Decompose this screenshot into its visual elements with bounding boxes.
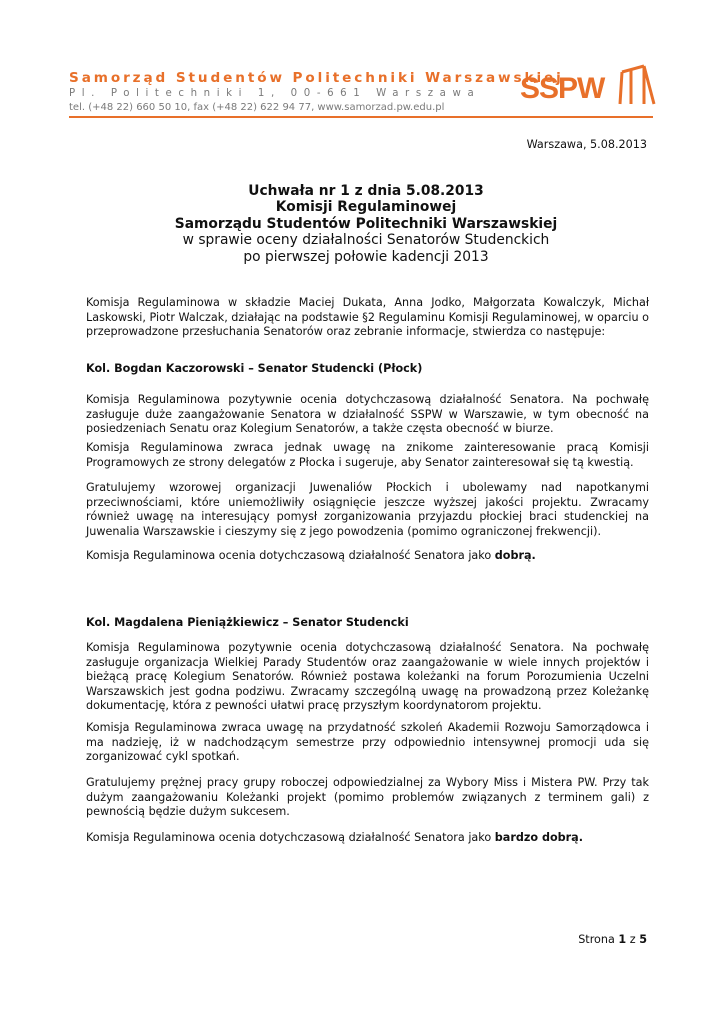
page-current: 1 [618, 933, 627, 946]
section-2-paragraph-2: Komisja Regulaminowa zwraca uwagę na przydatność szkoleń Akademii Rozwoju Samorządowca i ma nadzieję, iż w nadchodzącym semestrze przy odpowiednio intensywnej promocji uda się zorganizować cykl spotkań. [86, 721, 649, 764]
section-2-paragraph-1: Komisja Regulaminowa pozytywnie ocenia dotychczasową działalność Senatora. Na pochwałę zasługuje organizacja Wielkiej Parady Studentów oraz zaangażowanie w wiele innych projektów i bieżącą pracę Kolegium Senatorów. Również postawa koleżanki na forum Porozumienia Uczelni Warszawskich jest godna podziwu. Zwracamy szczególną uwagę na prowadzoną przez Koleżankę dokumentację, która z pewności ułatwi pracę przyszłym koordynatorom projektu. [86, 641, 649, 713]
organization-name: Samorząd Studentów Politechniki Warszawskiej [69, 70, 564, 86]
resolution-title [86, 183, 646, 265]
section-2-paragraph-3: Gratulujemy prężnej pracy grupy roboczej odpowiedzialnej za Wybory Miss i Mistera PW. Przy tak dużym zaangażowaniu Koleżanki projekt (pomimo problemów związanych z terminem gali) z pewnością będzie dużym sukcesem. [86, 776, 649, 819]
page-label: Strona [578, 933, 615, 946]
section-1-paragraph-1: Komisja Regulaminowa pozytywnie ocenia dotychczasową działalność Senatora. Na pochwałę zasługuje duże zaangażowanie Senatora w działalność SSPW w Warszawie, w tym obecność na posiedzeniach Senatu oraz Kolegium Senatorów, a także częsta obecność w biurze. [86, 393, 649, 436]
intro-paragraph: Komisja Regulaminowa w składzie Maciej Dukata, Anna Jodko, Małgorzata Kowalczyk, Michał Laskowski, Piotr Walczak, działając na podstawie §2 Regulaminu Komisji Regulaminowej, w oparciu o przeprowadzone przesłuchania Senatorów oraz zebranie informacje, stwierdza co następuje: [86, 296, 649, 339]
title-line-5: po pierwszej połowie kadencji 2013 [243, 248, 489, 265]
title-line-1: Uchwała nr 1 z dnia 5.08.2013 [248, 183, 484, 199]
page-separator: z [629, 933, 636, 946]
section-1-verdict [86, 549, 536, 564]
letterhead-divider [69, 116, 653, 118]
title-line-3: Samorządu Studentów Politechniki Warszawskiej [174, 215, 558, 232]
section-1-paragraph-3: Gratulujemy wzorowej organizacji Juwenaliów Płockich i ubolewamy nad napotkanymi przeciwnościami, które uniemożliwiły osiągnięcie jeszcze wyższej jakości projektu. Zwracamy również uwagę na interesujący pomysł zorganizowania przyjazdu płockiej braci studenckiej na Juwenalia Warszawskie i cieszymy się z jego powodzenia (pomimo ograniczonej frekwencji). [86, 481, 649, 538]
verdict-text: Komisja Regulaminowa ocenia dotychczasową działalność Senatora jako [86, 831, 495, 844]
title-line-2: Komisji Regulaminowej [275, 199, 457, 216]
document-date: Warszawa, 5.08.2013 [526, 138, 647, 151]
verdict-text: Komisja Regulaminowa ocenia dotychczasową działalność Senatora jako [86, 549, 495, 562]
page-number [578, 933, 647, 946]
section-2-heading: Kol. Magdalena Pieniążkiewicz – Senator Studencki [86, 616, 409, 629]
organization-address: Pl. Politechniki 1, 00-661 Warszawa [69, 88, 481, 99]
verdict-grade: dobrą. [494, 549, 536, 562]
page-total: 5 [639, 933, 647, 946]
sspw-logo-text: SSPW [520, 72, 605, 105]
verdict-grade: bardzo dobrą. [494, 831, 583, 844]
section-1-heading: Kol. Bogdan Kaczorowski – Senator Studencki (Płock) [86, 362, 423, 375]
section-2-verdict [86, 831, 583, 846]
section-1-paragraph-2: Komisja Regulaminowa zwraca jednak uwagę na znikome zainteresowanie pracą Komisji Programowych ze strony delegatów z Płocka i sugeruje, aby Senator zainteresował się tą kwestią. [86, 441, 649, 469]
sspw-logo [518, 60, 658, 106]
organization-contact: tel. (+48 22) 660 50 10, fax (+48 22) 622 94 77, www.samorzad.pw.edu.pl [69, 102, 445, 113]
title-line-4: w sprawie oceny działalności Senatorów Studenckich [182, 232, 550, 249]
